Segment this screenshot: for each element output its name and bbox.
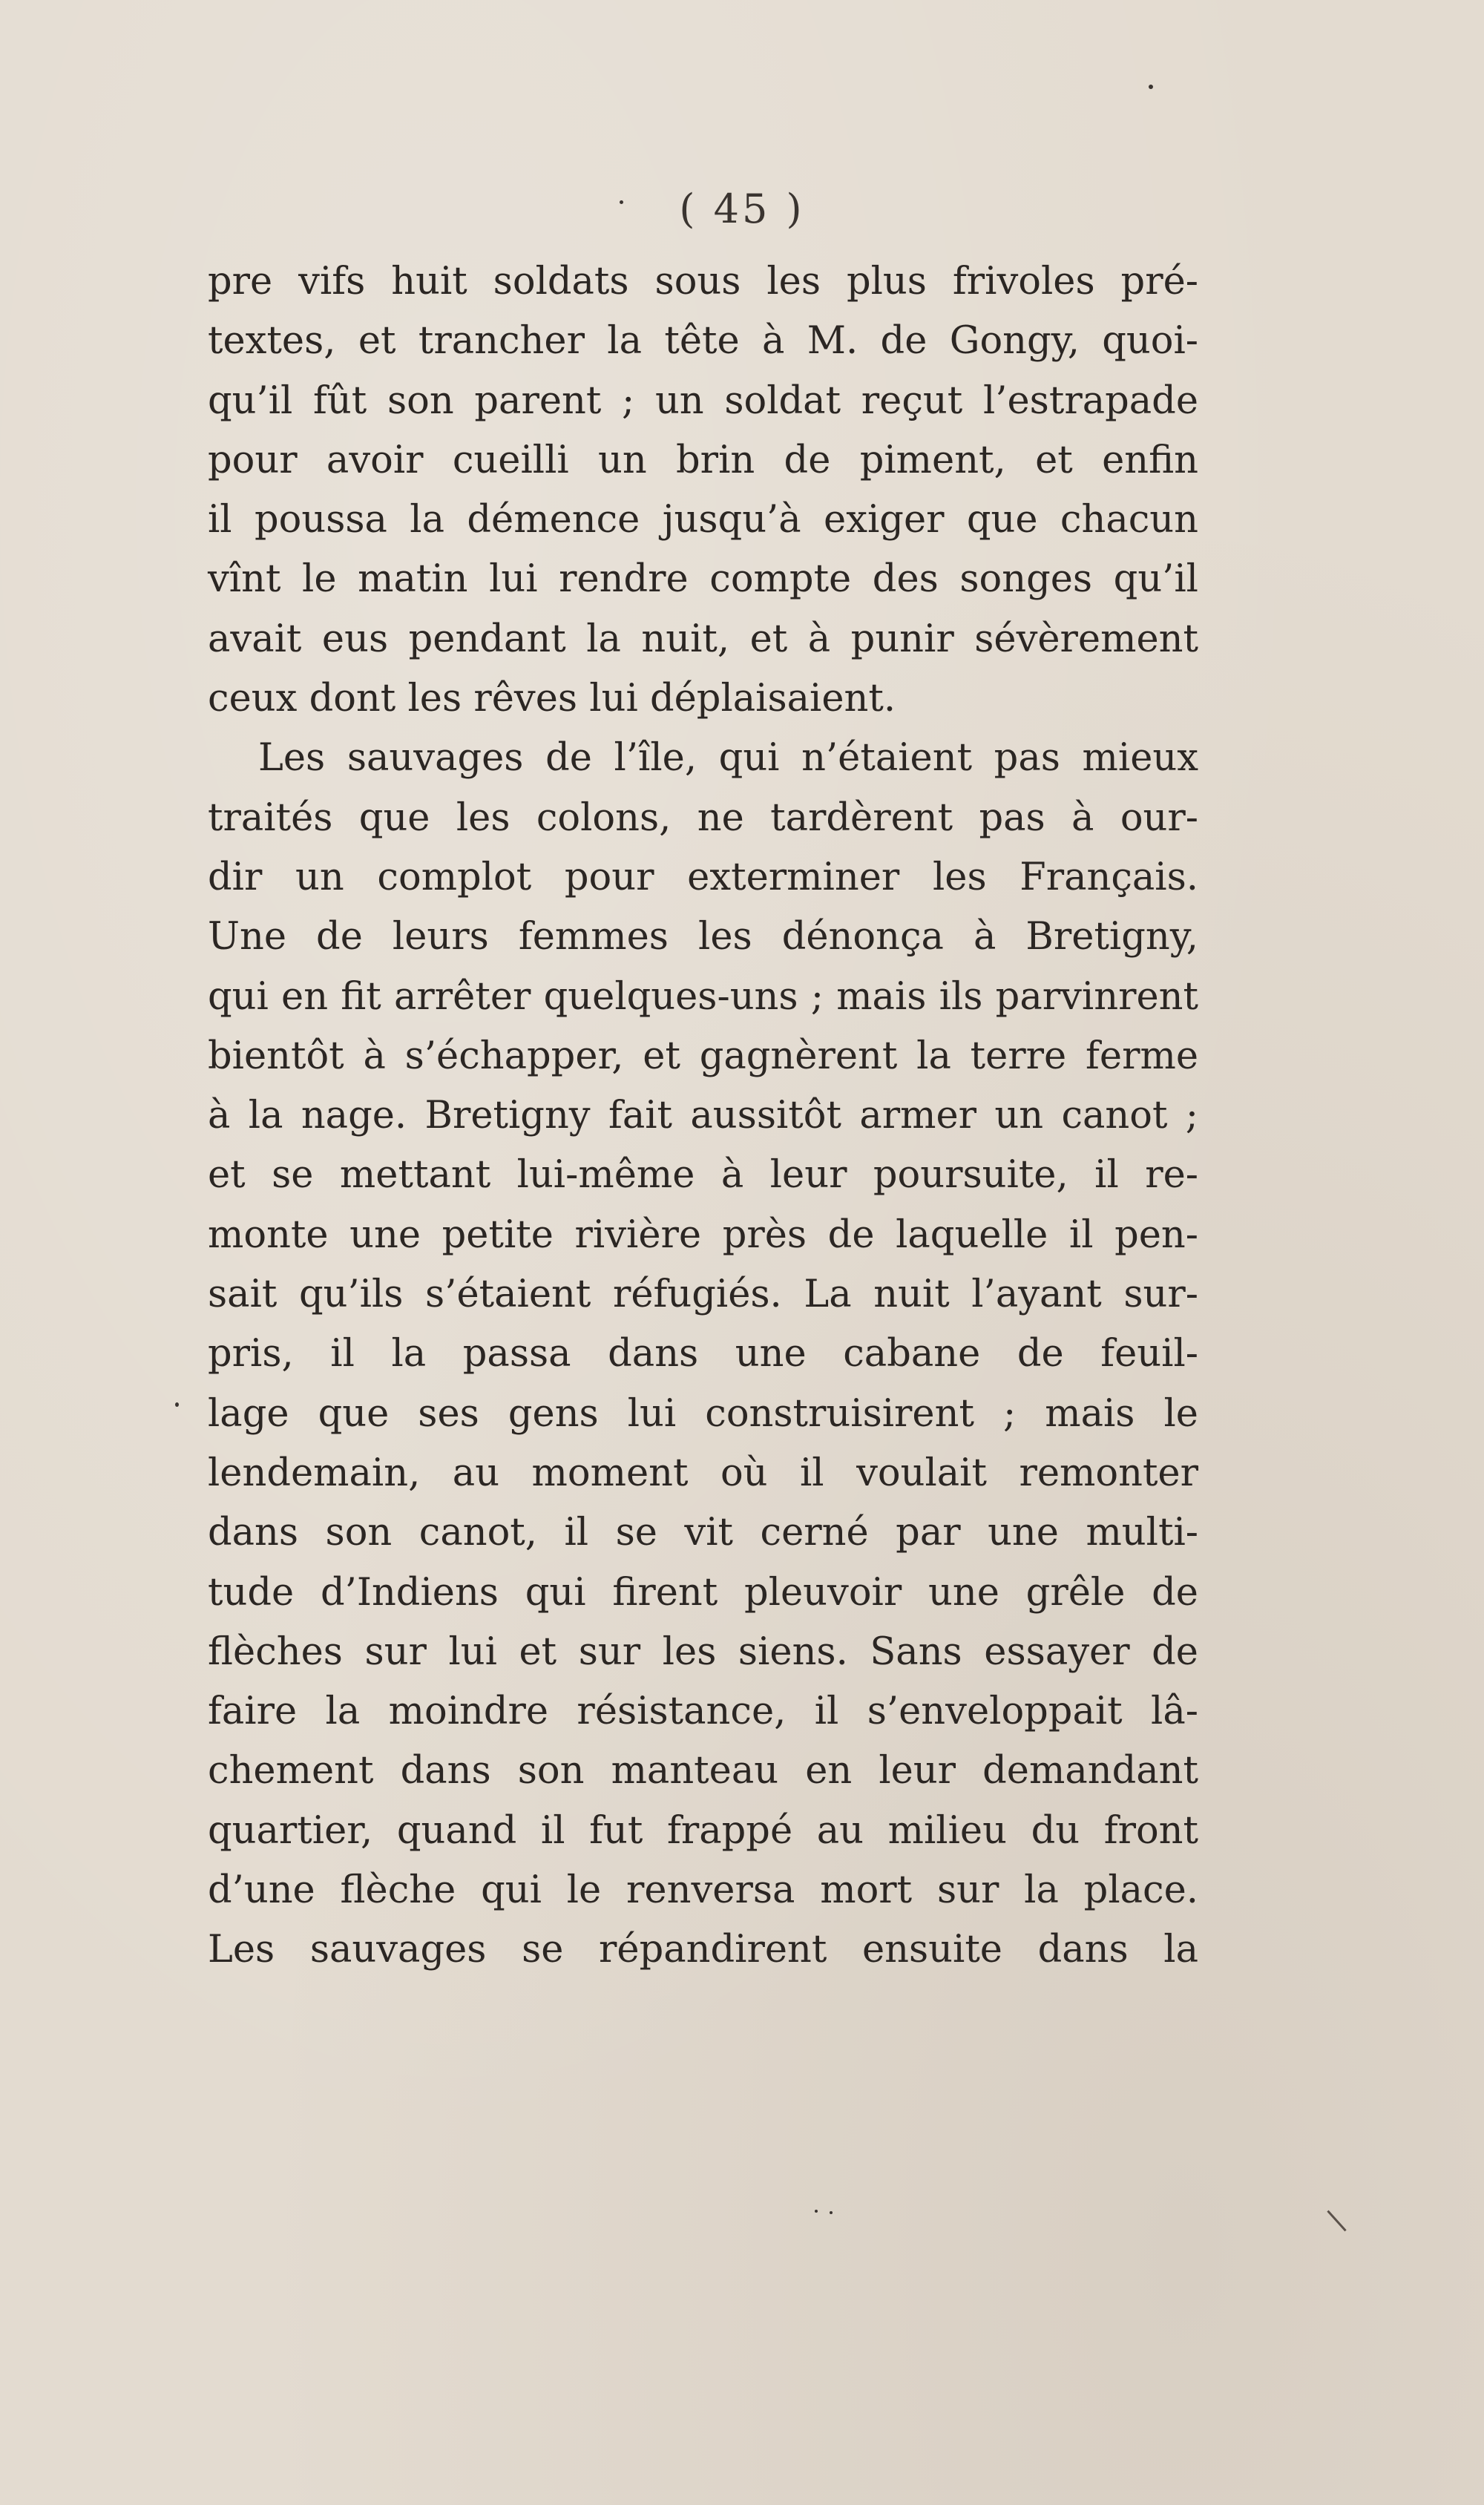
text-line: pour avoir cueilli un brin de piment, et enfin <box>208 438 1198 482</box>
text-line: lage que ses gens lui construisirent ; mais le <box>208 1391 1198 1436</box>
text-line: quartier, quand il fut frappé au milieu du front <box>208 1808 1198 1853</box>
paper-speck <box>1149 85 1153 89</box>
text-line: dir un complot pour exterminer les Français. <box>208 855 1198 899</box>
text-line: dans son canot, il se vit cerné par une multi- <box>208 1511 1198 1555</box>
text-line: traités que les colons, ne tardèrent pas à our- <box>208 795 1198 840</box>
paper-scratch <box>1327 2210 1346 2232</box>
text-line: et se mettant lui-même à leur poursuite, il re- <box>208 1153 1198 1198</box>
paper-speck <box>175 1402 179 1407</box>
text-line: pre vifs huit soldats sous les plus frivoles pré- <box>208 260 1198 303</box>
paper-speck <box>815 2210 818 2213</box>
text-line: il poussa la démence jusqu’à exiger que chacun <box>208 498 1198 542</box>
text-line: pris, il la passa dans une cabane de feuil- <box>208 1332 1198 1376</box>
page-number: ( 45 ) <box>679 186 805 232</box>
text-line: lendemain, au moment où il voulait remonter <box>208 1451 1198 1495</box>
text-line: Une de leurs femmes les dénonça à Bretigny, <box>208 915 1198 959</box>
text-line: monte une petite rivière près de laquelle il pen- <box>208 1212 1198 1257</box>
text-line: Les sauvages se répandirent ensuite dans la <box>208 1928 1198 1972</box>
text-line: qui en fit arrêter quelques-uns ; mais ils parvinrent <box>208 974 1198 1019</box>
text-line: tude d’Indiens qui firent pleuvoir une grêle de <box>208 1570 1198 1615</box>
text-line: chement dans son manteau en leur demandant <box>208 1749 1198 1793</box>
text-line: bientôt à s’échapper, et gagnèrent la terre ferme <box>208 1034 1198 1078</box>
text-line: à la nage. Bretigny fait aussitôt armer un canot ; <box>208 1094 1198 1138</box>
text-line: flèches sur lui et sur les siens. Sans essayer de <box>208 1629 1198 1674</box>
body-text <box>208 252 1198 1980</box>
text-line: vînt le matin lui rendre compte des songes qu’il <box>208 557 1198 602</box>
text-line: d’une flèche qui le renversa mort sur la place. <box>208 1868 1198 1913</box>
text-line: avait eus pendant la nuit, et à punir sévèrement <box>208 617 1198 661</box>
text-line: sait qu’ils s’étaient réfugiés. La nuit l’ayant sur- <box>208 1273 1198 1317</box>
paper-speck <box>620 200 623 204</box>
text-line: ceux dont les rêves lui déplaisaient. <box>208 677 896 721</box>
text-line: faire la moindre résistance, il s’enveloppait lâ- <box>208 1690 1198 1734</box>
text-line: Les sauvages de l’île, qui n’étaient pas mieux <box>258 736 1198 781</box>
paper-speck <box>830 2211 833 2214</box>
text-line: qu’il fût son parent ; un soldat reçut l’estrapade <box>208 378 1198 423</box>
text-line: textes, et trancher la tête à M. de Gongy, quoi- <box>208 319 1198 364</box>
